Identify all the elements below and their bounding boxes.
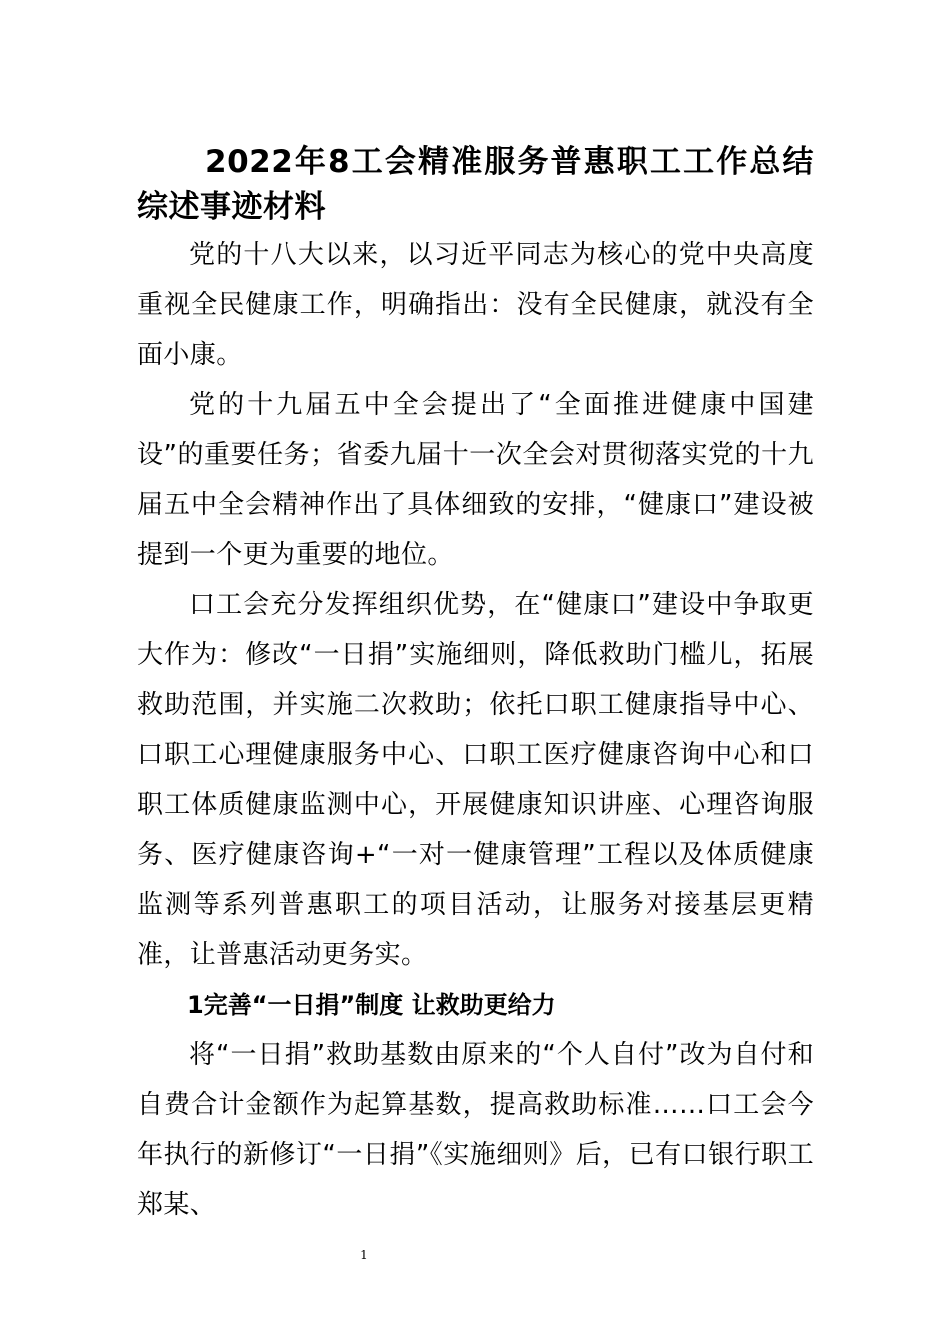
document-body [137, 140, 814, 1230]
paragraph-3: 口工会充分发挥组织优势，在“健康口”建设中争取更大作为：修改“一日捐”实施细则，降低救助门槛儿，拓展救助范围，并实施二次救助；依托口职工健康指导中心、口职工心理健康服务中心、口职工医疗健康咨询中心和口职工体质健康监测中心，开展健康知识讲座、心理咨询服务、医疗健康咨询+“一对一健康管理”工程以及体质健康监测等系列普惠职工的项目活动，让服务对接基层更精准，让普惠活动更务实。 [137, 590, 814, 970]
page-number: 1 [360, 1248, 368, 1262]
paragraph-1: 党的十八大以来，以习近平同志为核心的党中央高度重视全民健康工作，明确指出：没有全民健康，就没有全面小康。 [137, 240, 814, 370]
document-title: 2022年8工会精准服务普惠职工工作总结综述事迹材料 [137, 144, 814, 225]
section-paragraph: 将“一日捐”救助基数由原来的“个人自付”改为自付和自费合计金额作为起算基数，提高救助标准……口工会今年执行的新修订“一日捐”《实施细则》后，已有口银行职工郑某、 [137, 1040, 814, 1220]
section-heading: 1完善“一日捐”制度 让救助更给力 [187, 991, 556, 1019]
paragraph-2: 党的十九届五中全会提出了“全面推进健康中国建设”的重要任务；省委九届十一次全会对贯彻落实党的十九届五中全会精神作出了具体细致的安排，“健康口”建设被提到一个更为重要的地位。 [137, 390, 814, 570]
